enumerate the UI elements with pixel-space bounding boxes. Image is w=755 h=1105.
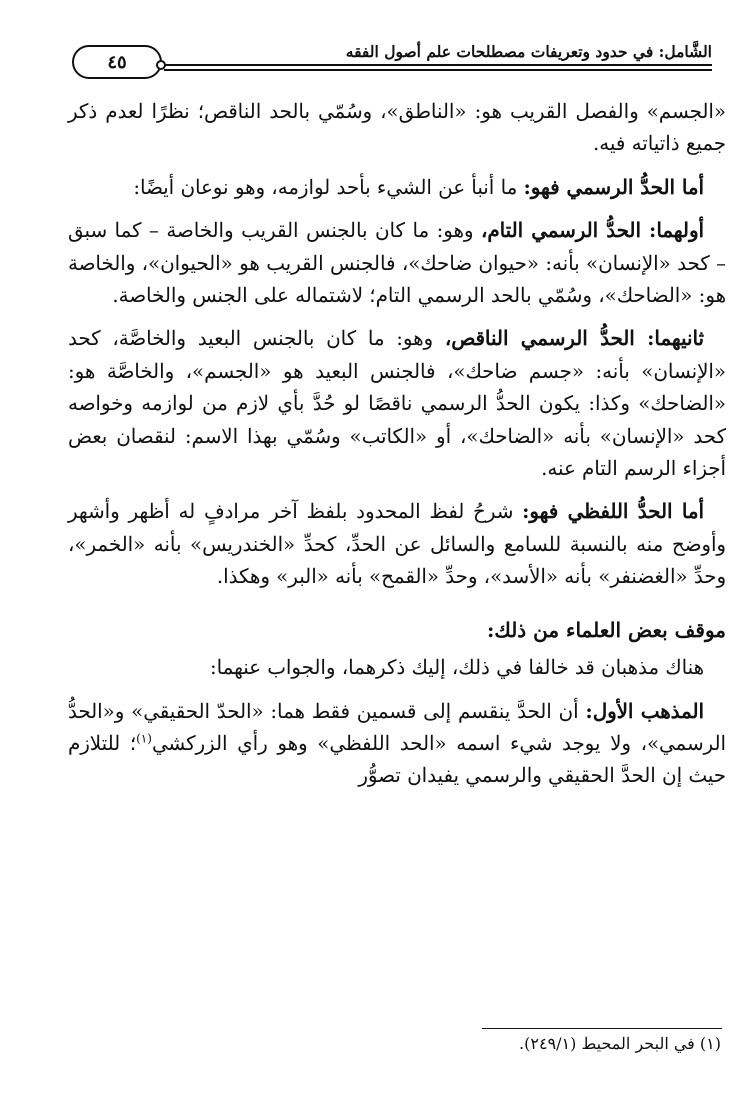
footnote: (١) في البحر المحيط (٢٤٩/١). bbox=[519, 1034, 721, 1053]
paragraph-7 bbox=[68, 695, 726, 793]
badge-ornament-icon bbox=[156, 60, 166, 70]
page-number-badge bbox=[72, 45, 162, 79]
paragraph-2-text: ما أنبأ عن الشيء بأحد لوازمه، وهو نوعان أيضًا: bbox=[133, 175, 524, 199]
paragraph-5 bbox=[68, 495, 726, 593]
paragraph-4-lead: ثانيهما: الحدُّ الرسمي الناقص، bbox=[444, 326, 705, 351]
running-header bbox=[72, 38, 712, 76]
page-number: ٤٥ bbox=[107, 51, 127, 73]
paragraph-1: «الجسم» والفصل القريب هو: «الناطق»، وسُمّي بالحد الناقص؛ نظرًا لعدم ذكر جميع ذاتياته فيه. bbox=[68, 100, 726, 156]
paragraph-5-lead: أما الحدُّ اللفظي فهو: bbox=[522, 499, 704, 524]
paragraph-6: هناك مذهبان قد خالفا في ذلك، إليك ذكرهما، والجواب عنهما: bbox=[209, 656, 704, 680]
header-rule-bottom bbox=[164, 69, 712, 71]
paragraph-3-text: وهو: ما كان بالجنس القريب والخاصة – كما سبق – كحد «الإنسان» بأنه: «حيوان ضاحك»، فالجنس القريب هو «الحيوان»، والخاصة هو: «الضاحك»، وسُمّي بالحد الرسمي التام؛ لاشتماله على الجنس والخاصة. bbox=[68, 219, 726, 308]
section-heading: موقف بعض العلماء من ذلك: bbox=[486, 617, 726, 642]
footnote-separator bbox=[482, 1028, 722, 1029]
paragraph-7-lead: المذهب الأول: bbox=[585, 698, 704, 723]
paragraph-2 bbox=[68, 171, 726, 204]
body-text bbox=[68, 96, 726, 803]
paragraph-3 bbox=[68, 214, 726, 312]
paragraph-3-lead: أولهما: الحدُّ الرسمي التام، bbox=[480, 218, 704, 243]
paragraph-4 bbox=[68, 322, 726, 485]
paragraph-7-text-continued: ؛ للتلازم حيث إن الحدَّ الحقيقي والرسمي يفيدان تصوُّر bbox=[68, 731, 726, 788]
footnote-reference[interactable]: (١) bbox=[136, 731, 152, 746]
header-title: الشَّامل: في حدود وتعريفات مصطلحات علم أصول الفقه bbox=[345, 42, 712, 61]
paragraph-7-text: أن الحدَّ ينقسم إلى قسمين فقط هما: «الحدّ الحقيقي» و«الحدُّ الرسمي»، ولا يوجد شيء اسمه «الحد اللفظي» وهو رأي الزركشي bbox=[68, 699, 726, 755]
header-rule-top bbox=[164, 64, 712, 66]
paragraph-2-lead: أما الحدُّ الرسمي فهو: bbox=[523, 174, 704, 199]
paragraph-4-text: وهو: ما كان بالجنس البعيد والخاصَّة، كحد «الإنسان» بأنه: «جسم ضاحك»، فالجنس البعيد هو «الجسم»، والخاصَّة هو: «الضاحك» وكذا: يكون الحدُّ الرسمي ناقصًا لو حُدَّ بأي لازم من لوازمه وخواصه كحد «الإنسان» بأنه «الضاحك»، أو «الكاتب» وسُمّي بهذا الاسم: لنقصان بعض أجزاء الرسم التام عنه. bbox=[68, 327, 726, 481]
paragraph-5-text: شرحُ لفظ المحدود بلفظ آخر مرادفٍ له أظهر وأشهر وأوضح منه بالنسبة للسامع والسائل عن الحدِّ، كحدِّ «الخندريس» بأنه «الخمر»، وحدِّ «الغضنفر» بأنه «الأسد»، وحدِّ «القمح» بأنه «البر» وهكذا. bbox=[68, 500, 726, 589]
